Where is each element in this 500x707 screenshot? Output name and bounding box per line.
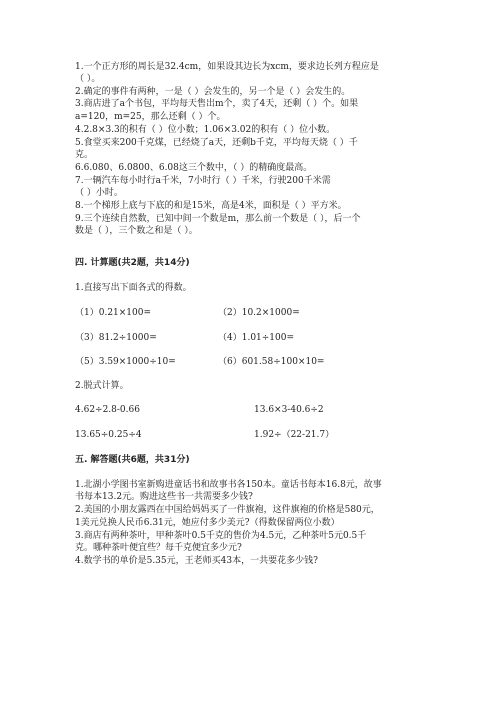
- calc-item-3: （3）81.2÷1000=: [75, 333, 157, 343]
- word-problem-2-line-1: 2.美国的小朋友露西在中国给妈妈买了一件旗袍，这件旗袍的价格是580元，: [75, 505, 380, 515]
- q8-line: 8.一个梯形上底与下底的和是15米，高是4米，面积是（ ）平方米。: [75, 201, 347, 211]
- q6-line: 6.6.080、6.0800、6.08这三个数中，（ ）的精确度最高。: [75, 163, 313, 173]
- word-problem-1-line-1: 1.北湖小学图书室新购进童话书和故事书各150本。童话书每本16.8元，故事: [75, 480, 382, 490]
- word-problem-1-line-2: 书每本13.2元。购进这些书一共需要多少钱?: [75, 492, 253, 502]
- q4-line: 4.2.8×3.3的积有（ ）位小数；1.06×3.02的积有（ ）位小数。: [75, 125, 336, 135]
- q3-line-1: 3.商店进了a个书包，平均每天售出m个，卖了4天，还剩（ ）个。如果: [75, 99, 359, 109]
- calc-item-6: （6）601.58÷100×10=: [218, 357, 325, 367]
- section5-title: 五. 解答题(共6题，共31分): [75, 455, 190, 465]
- q7-line-1: 7.一辆汽车每小时行a千米，7小时行（ ）千米，行驶200千米需: [75, 176, 331, 186]
- calc-q1-prompt: 1.直接写出下面各式的得数。: [75, 283, 192, 293]
- stepwise-item-3: 13.65÷0.25÷4: [75, 430, 142, 440]
- word-problem-2-line-2: 1美元兑换人民币6.31元，她应付多少美元?（得数保留两位小数）: [75, 518, 340, 528]
- q3-line-2: a=120，m=25，那么还剩（ ）个。: [75, 112, 226, 122]
- word-problem-3-line-1: 3.商店有两种茶叶，甲种茶叶0.5千克的售价为4.5元，乙种茶叶5元0.5千: [75, 531, 367, 541]
- q1-line-1: 1.一个正方形的周长是32.4cm，如果设其边长为xcm，要求边长列方程应是: [75, 62, 379, 72]
- calc-q2-prompt: 2.脱式计算。: [75, 381, 129, 391]
- q5-line-2: 克。: [75, 150, 94, 160]
- stepwise-item-4: 1.92÷（22-21.7）: [254, 430, 335, 440]
- q7-line-2: （ ）小时。: [75, 188, 123, 198]
- q9-line-1: 9.三个连续自然数，已知中间一个数是m，那么前一个数是（ ），后一个: [75, 214, 361, 224]
- calc-item-4: （4）1.01÷100=: [218, 333, 295, 343]
- section4-title: 四. 计算题(共2题，共14分): [75, 258, 190, 268]
- calc-item-5: （5）3.59×1000÷10=: [75, 357, 176, 367]
- calc-item-1: （1）0.21×100=: [75, 308, 152, 318]
- stepwise-item-2: 13.6×3-40.6÷2: [254, 405, 324, 415]
- word-problem-3-line-2: 克。哪种茶叶便宜些？每千克便宜多少元?: [75, 543, 242, 553]
- word-problem-4-line: 4.数学书的单价是5.35元，王老师买43本，一共要花多少钱?: [75, 556, 318, 566]
- q5-line-1: 5.食堂买来200千克煤，已经烧了a天，还剩b千克，平均每天烧（ ）千: [75, 138, 358, 148]
- q9-line-2: 数是（ ），三个数之和是（ ）。: [75, 226, 198, 236]
- calc-item-2: （2）10.2×1000=: [218, 308, 300, 318]
- stepwise-item-1: 4.62÷2.8-0.66: [75, 405, 140, 415]
- q1-line-2: （ ）。: [75, 74, 101, 84]
- q2-line: 2.确定的事件有两种，一是（ ）会发生的，另一个是（ ）会发生的。: [75, 87, 351, 97]
